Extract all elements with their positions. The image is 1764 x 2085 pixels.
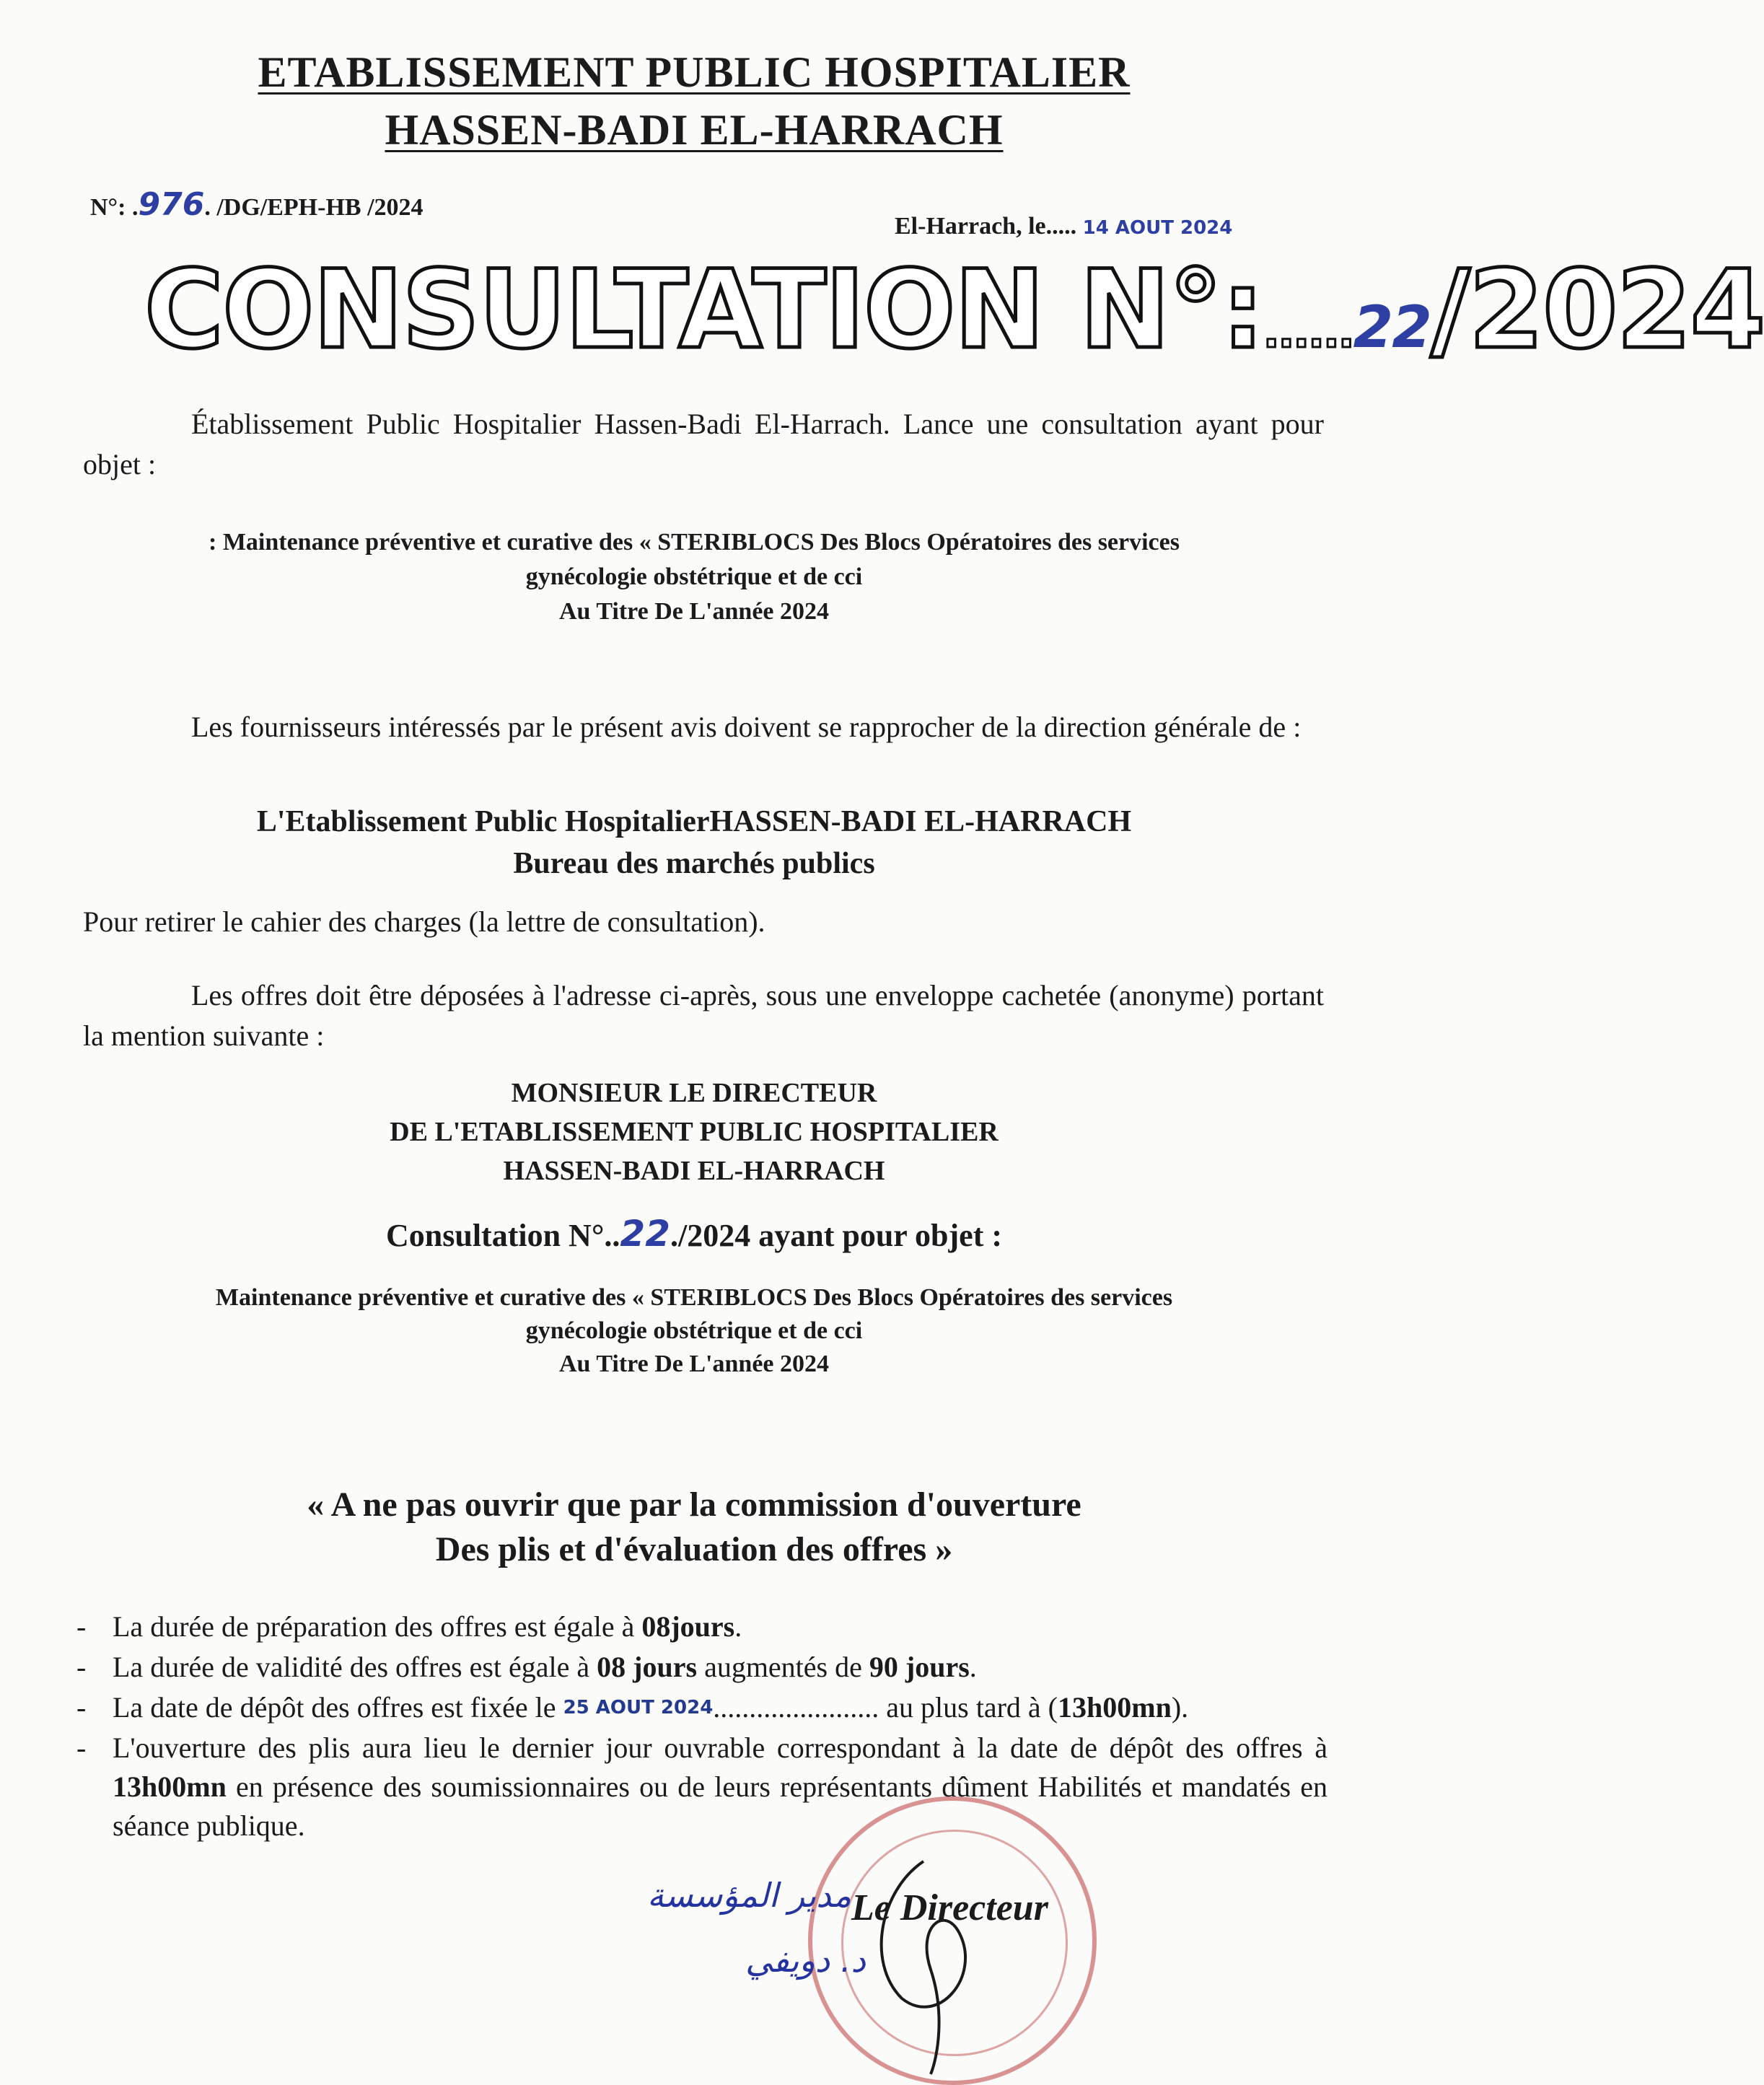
suppliers-paragraph <box>83 707 1324 747</box>
place-prefix: El-Harrach, le..... <box>895 213 1077 240</box>
opening-warning <box>0 1483 1388 1572</box>
consultation-title-number: 22 <box>1353 294 1431 361</box>
date-stamp: 14 AOUT 2024 <box>1082 217 1233 239</box>
conditions-list <box>72 1607 1328 1847</box>
consultation-ref-number: 22 <box>620 1213 671 1255</box>
deposit-date-stamp: 25 AOUT 2024 <box>563 1697 714 1719</box>
address-block <box>0 1074 1388 1190</box>
object-2-line-2: gynécologie obstétrique et de cci <box>525 1317 863 1344</box>
consultation-title-prefix: CONSULTATION N°: <box>144 247 1263 373</box>
director-title: Le Directeur <box>851 1887 1048 1928</box>
address-line-1: MONSIEUR LE DIRECTEUR <box>511 1078 877 1108</box>
ref-prefix: N°: . <box>90 194 139 221</box>
consultation-title-suffix: /2024 <box>1430 247 1764 373</box>
handwritten-signature <box>837 1847 1024 2078</box>
condition-text: ....................... au plus tard à ( <box>713 1691 1058 1724</box>
object-2-line-1: Maintenance préventive et curative des « STERIBLOCS Des Blocs Opératoires des services <box>215 1284 1173 1311</box>
condition-bold: 13h00mn <box>1058 1691 1172 1724</box>
header-line-2: HASSEN-BADI EL-HARRACH <box>385 106 1004 154</box>
condition-text: L'ouverture des plis aura lieu le dernier jour ouvrable correspondant à la date de dépôt des offres à <box>113 1731 1328 1764</box>
condition-item <box>72 1648 1328 1687</box>
intro-paragraph <box>83 404 1324 485</box>
condition-text: . <box>734 1610 742 1643</box>
object-block-2 <box>0 1281 1388 1381</box>
address-line-3: HASSEN-BADI EL-HARRACH <box>503 1156 885 1186</box>
condition-text: La durée de validité des offres est égale à <box>113 1651 597 1683</box>
object-1-line-2: gynécologie obstétrique et de cci <box>525 563 863 590</box>
condition-text: ). <box>1171 1691 1189 1724</box>
condition-item <box>72 1729 1328 1845</box>
address-line-2: DE L'ETABLISSEMENT PUBLIC HOSPITALIER <box>390 1117 999 1147</box>
condition-item <box>72 1688 1328 1727</box>
object-2-line-3: Au Titre De L'année 2024 <box>558 1351 830 1377</box>
retrieve-paragraph <box>83 902 1324 942</box>
condition-text: La date de dépôt des offres est fixée le <box>113 1691 563 1724</box>
establishment-header <box>0 43 1388 159</box>
offers-text: Les offres doit être déposées à l'adresse ci-après, sous une enveloppe cachetée (anonyme) portant la mention suivante : <box>83 979 1324 1052</box>
suppliers-text: Les fournisseurs intéressés par le présent avis doivent se rapprocher de la direction générale de : <box>191 711 1302 743</box>
condition-text: augmentés de <box>697 1651 869 1683</box>
warning-line-2: Des plis et d'évaluation des offres » <box>435 1530 953 1568</box>
organisation-line-1: L'Etablissement Public HospitalierHASSEN-BADI EL-HARRACH <box>256 805 1132 838</box>
consultation-reference <box>0 1212 1388 1257</box>
condition-bold: 08jours <box>641 1610 735 1643</box>
place-date <box>895 213 1232 240</box>
condition-text: La durée de préparation des offres est égale à <box>113 1610 642 1643</box>
object-block-1 <box>0 525 1388 629</box>
object-1-line-1: : Maintenance préventive et curative des « STERIBLOCS Des Blocs Opératoires des services <box>209 529 1180 556</box>
condition-text: . <box>969 1651 977 1683</box>
organisation-line-2: Bureau des marchés publics <box>513 847 875 880</box>
consultation-ref-suffix: ./2024 ayant pour objet : <box>670 1218 1002 1253</box>
object-1-line-3: Au Titre De L'année 2024 <box>558 598 830 625</box>
consultation-title <box>144 247 1764 394</box>
condition-item <box>72 1607 1328 1646</box>
arabic-signature-line-2: د. دويفي <box>745 1941 866 1980</box>
header-line-1: ETABLISSEMENT PUBLIC HOSPITALIER <box>258 48 1131 96</box>
offers-paragraph <box>83 975 1324 1056</box>
condition-bold: 90 jours <box>869 1651 970 1683</box>
consultation-title-dots: ...... <box>1263 307 1353 358</box>
consultation-ref-prefix: Consultation N°.. <box>385 1218 620 1253</box>
condition-bold: 08 jours <box>597 1651 698 1683</box>
arabic-signature-line-1: مدير المؤسسة <box>647 1876 851 1915</box>
condition-bold: 13h00mn <box>113 1770 227 1803</box>
reference-number <box>90 186 424 223</box>
retrieve-text: Pour retirer le cahier des charges (la lettre de consultation). <box>83 905 765 938</box>
condition-text: en présence des soumissionnaires ou de leurs représentants dûment Habilités et mandatés en séance publique. <box>113 1770 1328 1842</box>
ref-handwritten-number: 976 <box>138 186 205 223</box>
intro-text: Établissement Public Hospitalier Hassen-Badi El-Harrach. Lance une consultation ayant pour objet : <box>83 408 1324 480</box>
ref-suffix: . /DG/EPH-HB /2024 <box>204 194 424 221</box>
organisation-block <box>0 801 1388 885</box>
warning-line-1: « A ne pas ouvrir que par la commission d'ouverture <box>307 1485 1081 1524</box>
